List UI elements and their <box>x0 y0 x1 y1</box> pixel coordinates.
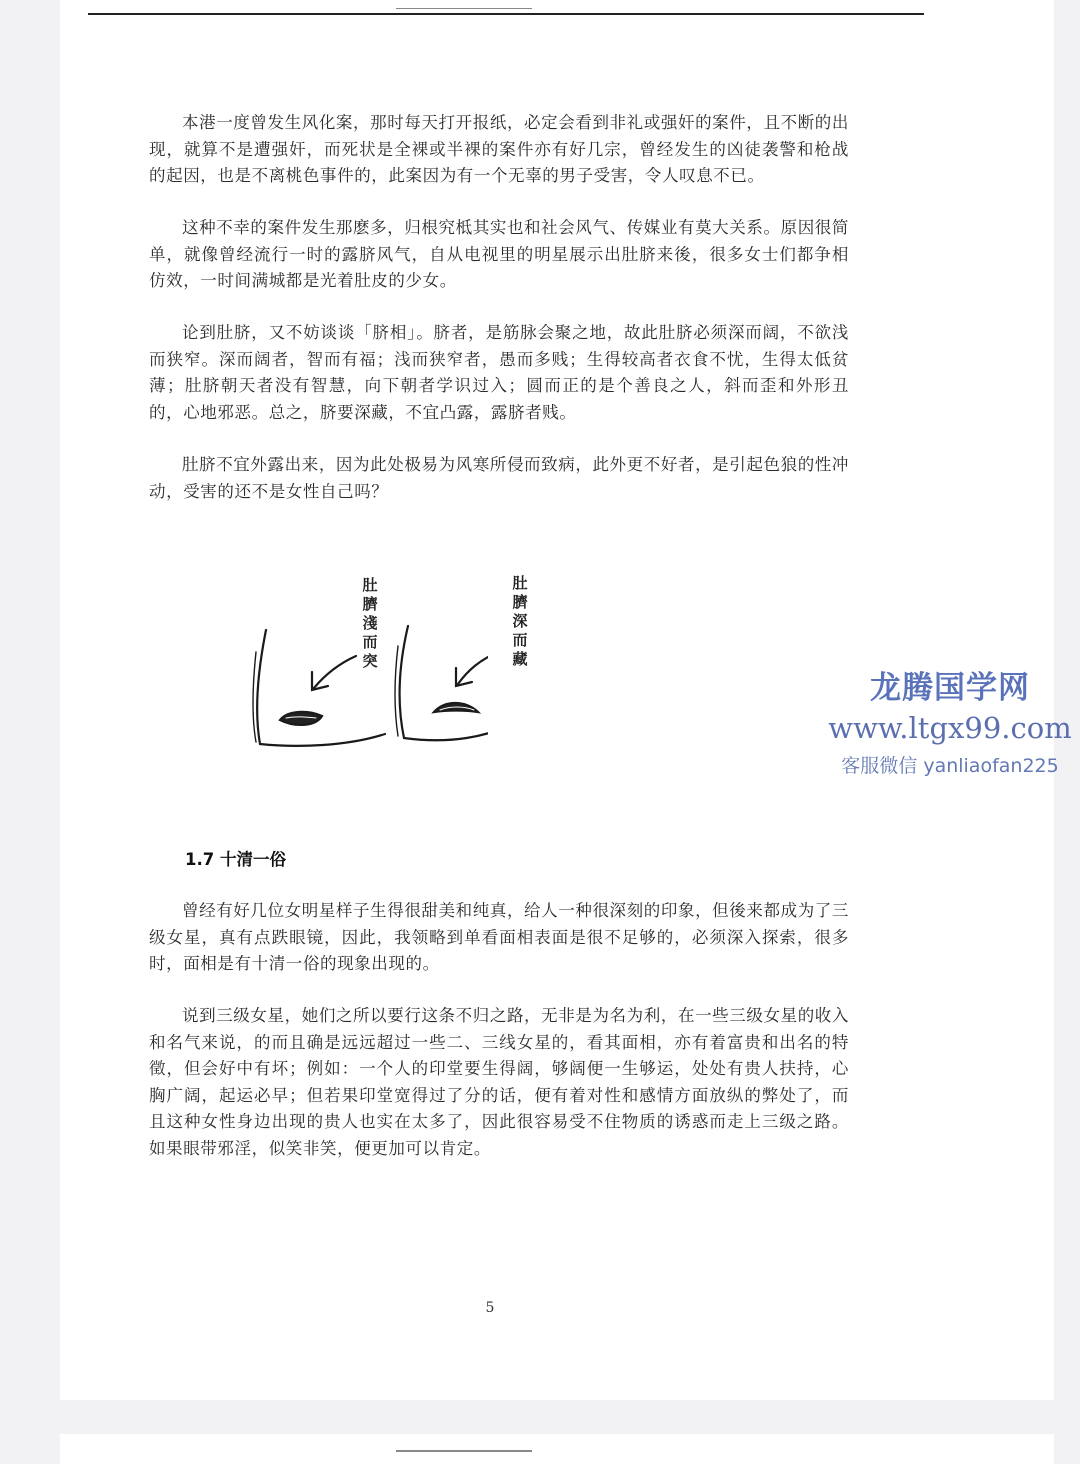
paragraph-4: 肚脐不宜外露出来，因为此处极易为风寒所侵而致病，此外更不好者，是引起色狼的性冲动，受害的还不是女性自己吗？ <box>149 455 849 501</box>
watermark <box>820 662 1080 778</box>
paragraph-1: 本港一度曾发生风化案，那时每天打开报纸，必定会看到非礼或强奸的案件，且不断的出现，就算不是遭强奸，而死状是全裸或半裸的案件亦有好几宗，曾经发生的凶徒袭警和枪战的起因，也是不离桃色事件的，此案因为有一个无辜的男子受害，令人叹息不已。 <box>149 113 849 185</box>
navel-drawing <box>188 560 488 760</box>
next-page-top <box>60 1434 1054 1464</box>
section-heading: 1.7 十清一俗 <box>185 850 286 869</box>
label-deep-navel: 肚臍深而藏 <box>512 574 528 668</box>
page-number: 5 <box>485 1300 495 1316</box>
watermark-contact: 客服微信 yanliaofan225 <box>841 755 1059 777</box>
section-paragraph-1: 曾经有好几位女明星样子生得很甜美和纯真，给人一种很深刻的印象，但後来都成为了三级女星，真有点跌眼镜，因此，我领略到单看面相表面是很不足够的，必须深入探索，很多时，面相是有十清一俗的现象出现的。 <box>149 901 849 973</box>
section-paragraph-2: 说到三级女星，她们之所以要行这条不归之路，无非是为名为利，在一些三级女星的收入和名气来说，的而且确是远远超过一些二、三线女星的，看其面相，亦有着富贵和出名的特徵，但会好中有坏；例如：一个人的印堂要生得阔，够阔便一生够运，处处有贵人扶持，心胸广阔，起运必早；但若果印堂宽得过了分的话，便有着对性和感情方面放纵的弊处了，而且这种女性身边出现的贵人也实在太多了，因此很容易受不住物质的诱惑而走上三级之路。如果眼带邪淫，似笑非笑，便更加可以肯定。 <box>149 1006 849 1158</box>
paragraph-2: 这种不幸的案件发生那麽多，归根究柢其实也和社会风气、传媒业有莫大关系。原因很简单，就像曾经流行一时的露脐风气，自从电视里的明星展示出肚脐来後，很多女士们都争相仿效，一时间满城都是光着肚皮的少女。 <box>149 218 849 290</box>
watermark-title: 龙腾国学网 <box>870 670 1030 706</box>
header-rule <box>88 13 924 15</box>
label-shallow-navel: 肚臍淺而突 <box>362 576 378 670</box>
header-rule-accent <box>396 8 532 9</box>
paragraph-3: 论到肚脐，又不妨谈谈「脐相」。脐者，是筋脉会聚之地，故此肚脐必须深而阔，不欲浅而狭窄。深而阔者，智而有福；浅而狭窄者，愚而多贱；生得较高者衣食不忧，生得太低贫薄；肚脐朝天者没有智慧，向下朝者学识过入；圆而正的是个善良之人，斜而歪和外形丑的，心地邪恶。总之，脐要深藏，不宜凸露，露脐者贱。 <box>149 323 849 422</box>
navel-illustration <box>188 560 528 760</box>
watermark-url: www.ltgx99.com <box>828 711 1072 745</box>
